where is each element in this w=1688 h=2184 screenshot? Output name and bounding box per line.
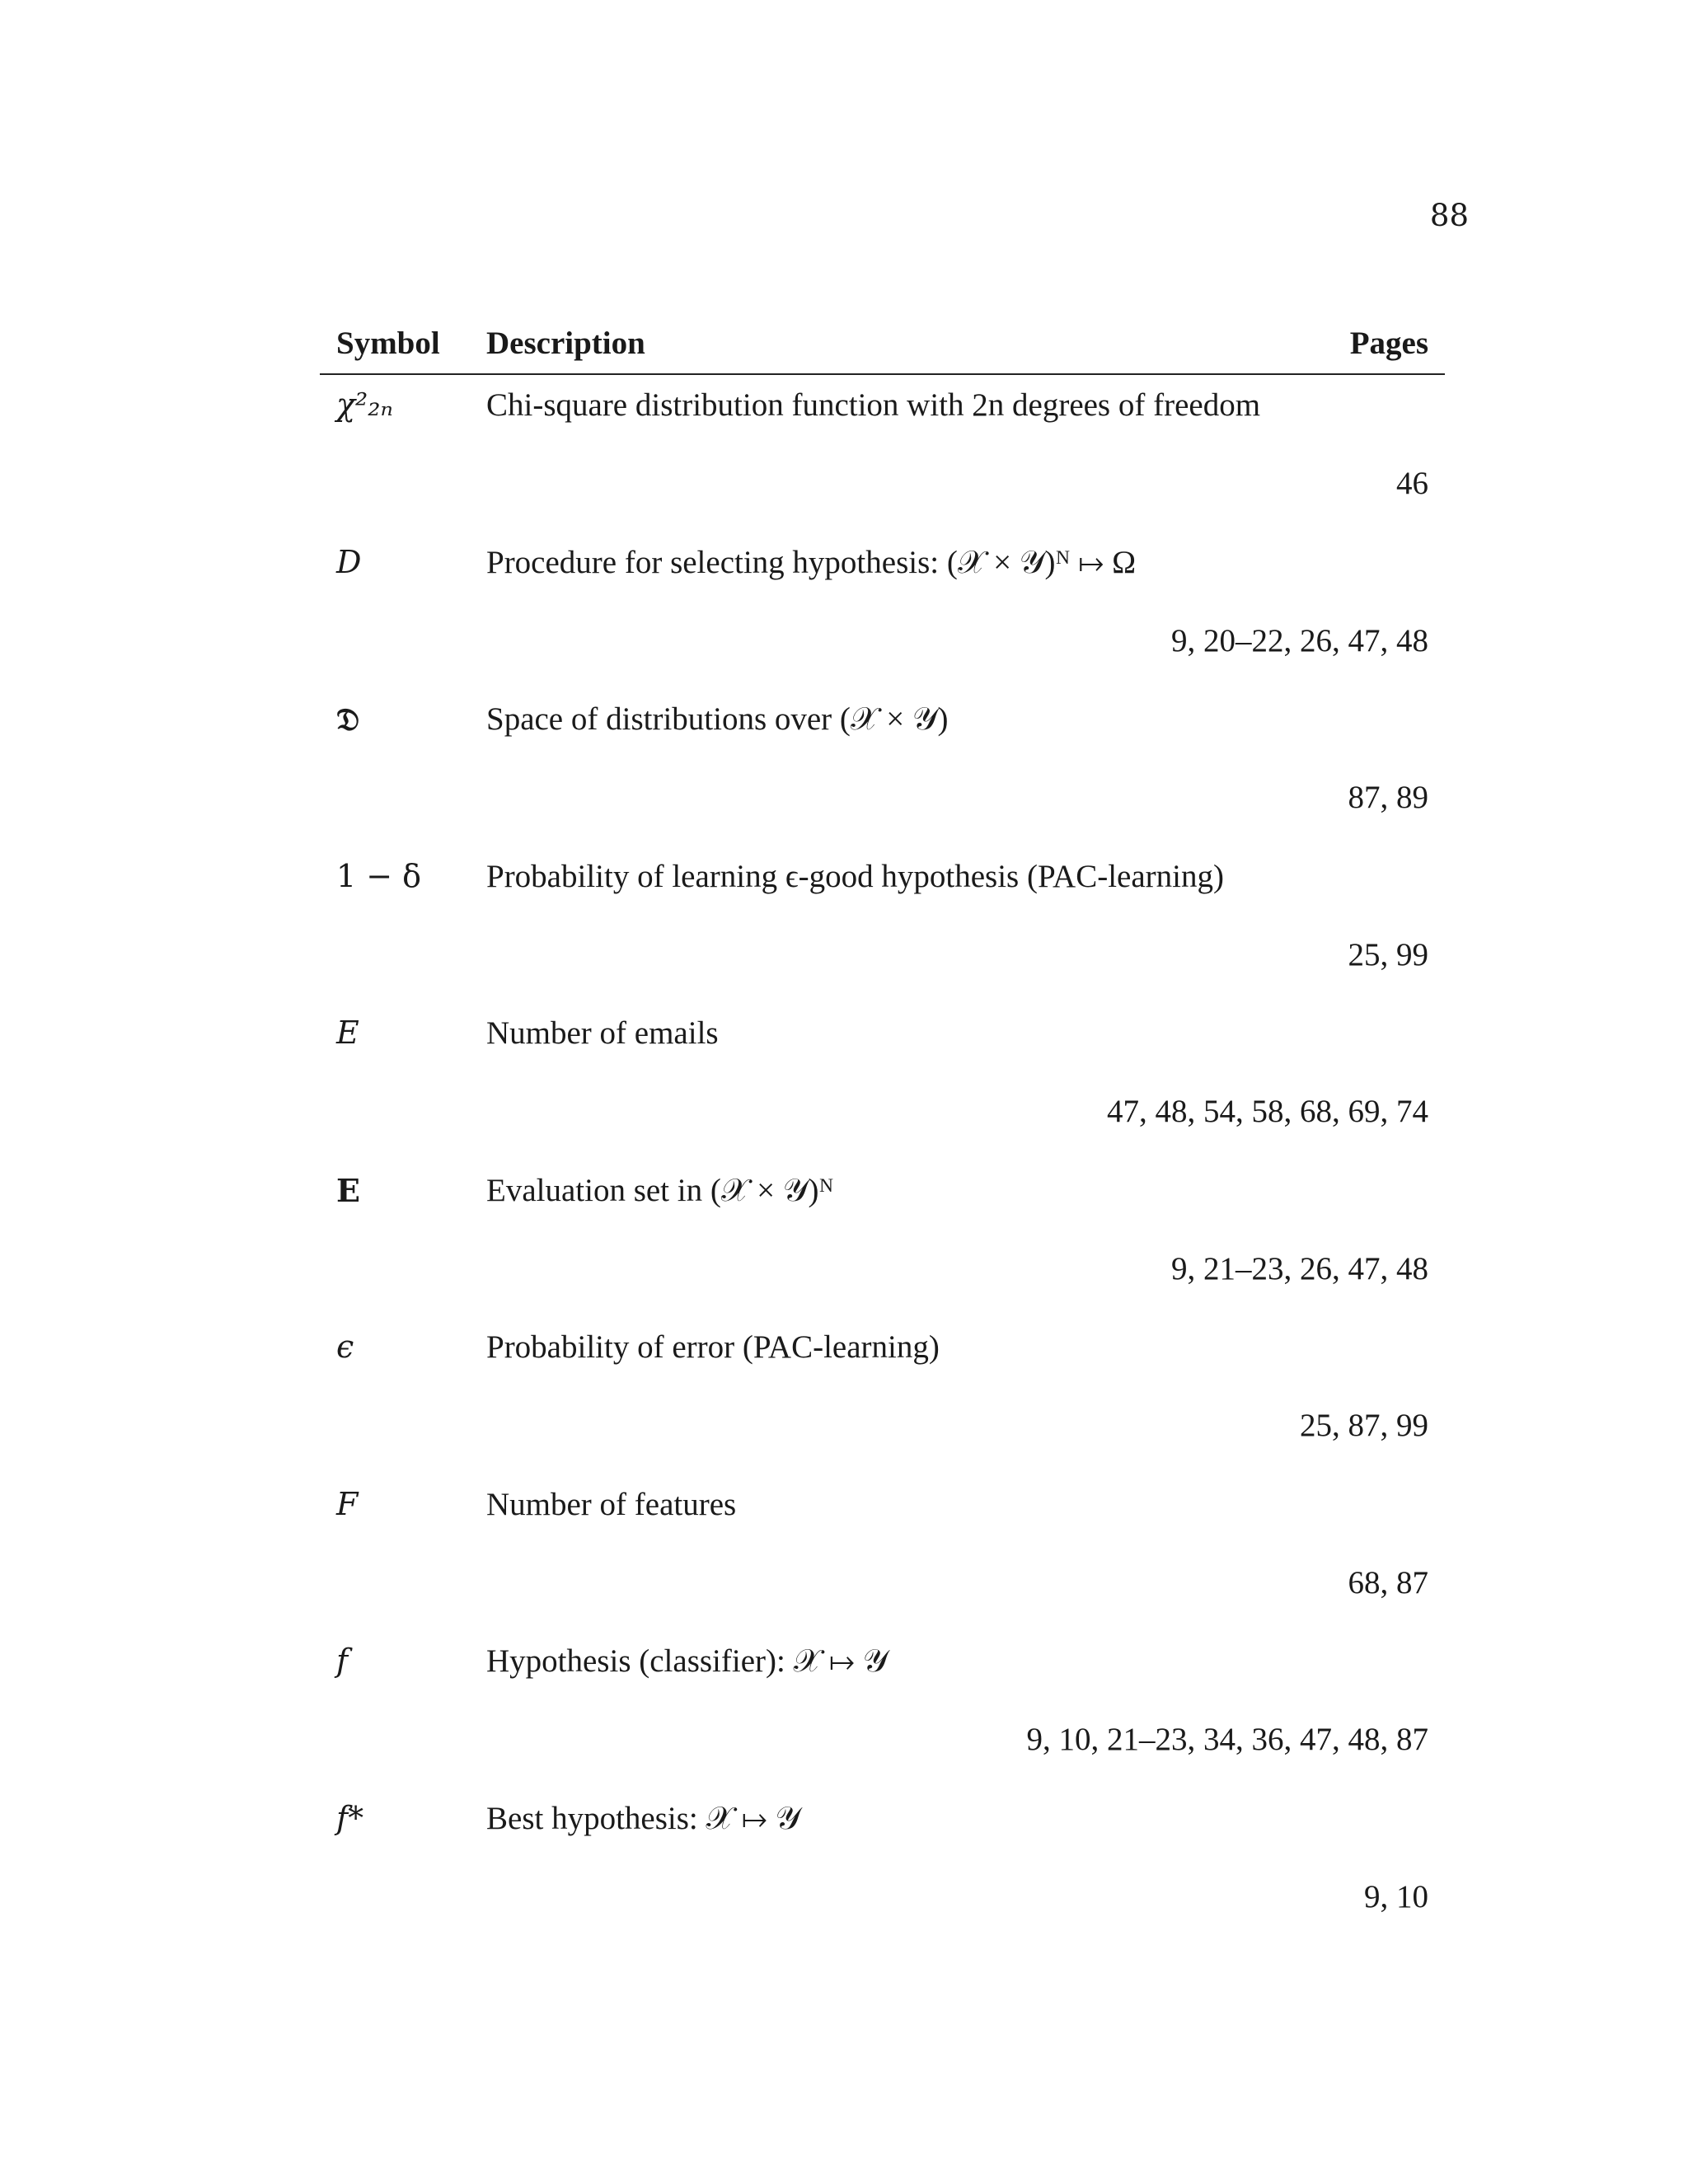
row-pages: 9, 10, 21–23, 34, 36, 47, 48, 87 [1026, 1722, 1428, 1757]
row-pages: 87, 89 [1348, 780, 1428, 815]
table-row [320, 1317, 1445, 1474]
row-pages: 9, 21–23, 26, 47, 48 [1171, 1250, 1428, 1286]
row-description: Best hypothesis: 𝒳 ↦ 𝒴 [486, 1800, 801, 1836]
table-row [320, 375, 1445, 532]
row-description: Number of features [486, 1486, 737, 1522]
row-description: Chi-square distribution function with 2n degrees of freedom [486, 387, 1261, 423]
row-symbol: D [336, 543, 362, 580]
row-description: Procedure for selecting hypothesis: (𝒳 × 𝒴)ᴺ ↦ Ω [486, 544, 1137, 580]
table-row [320, 1003, 1445, 1160]
row-pages: 9, 10 [1364, 1878, 1428, 1915]
header-symbol: Symbol [336, 326, 440, 361]
row-description: Evaluation set in (𝒳 × 𝒴)ᴺ [486, 1172, 834, 1208]
header-pages: Pages [1349, 326, 1428, 361]
row-symbol: F [336, 1485, 359, 1522]
table-row [320, 1788, 1445, 1946]
table-row [320, 1474, 1445, 1632]
row-symbol: 𝔇 [336, 701, 360, 738]
table-row [320, 532, 1445, 690]
row-pages: 25, 87, 99 [1300, 1408, 1428, 1443]
row-symbol: f [336, 1643, 349, 1679]
row-symbol: f* [336, 1799, 364, 1836]
row-symbol: 1 − δ [336, 857, 422, 894]
row-pages: 47, 48, 54, 58, 68, 69, 74 [1107, 1094, 1428, 1129]
row-symbol: χ²₂ₙ [336, 387, 393, 423]
row-description: Space of distributions over (𝒳 × 𝒴) [486, 701, 949, 737]
row-pages: 46 [1396, 466, 1428, 501]
row-symbol: ϵ [336, 1329, 354, 1365]
row-pages: 9, 20–22, 26, 47, 48 [1171, 622, 1428, 658]
header-description: Description [486, 326, 645, 361]
table-row [320, 846, 1445, 1004]
table-row [320, 689, 1445, 846]
page-number: 88 [1429, 198, 1469, 233]
row-description: Number of emails [486, 1015, 719, 1051]
table-row [320, 1631, 1445, 1788]
row-pages: 68, 87 [1348, 1564, 1428, 1601]
row-description: Probability of learning ϵ-good hypothesis (PAC-learning) [486, 858, 1224, 894]
row-symbol: E [336, 1015, 359, 1051]
row-description: Hypothesis (classifier): 𝒳 ↦ 𝒴 [486, 1643, 889, 1679]
symbol-table [320, 309, 1445, 1945]
table-row [320, 1160, 1445, 1318]
row-pages: 25, 99 [1348, 936, 1428, 972]
table-header [320, 309, 1445, 375]
row-symbol: E [336, 1171, 360, 1209]
row-description: Probability of error (PAC-learning) [486, 1329, 940, 1365]
